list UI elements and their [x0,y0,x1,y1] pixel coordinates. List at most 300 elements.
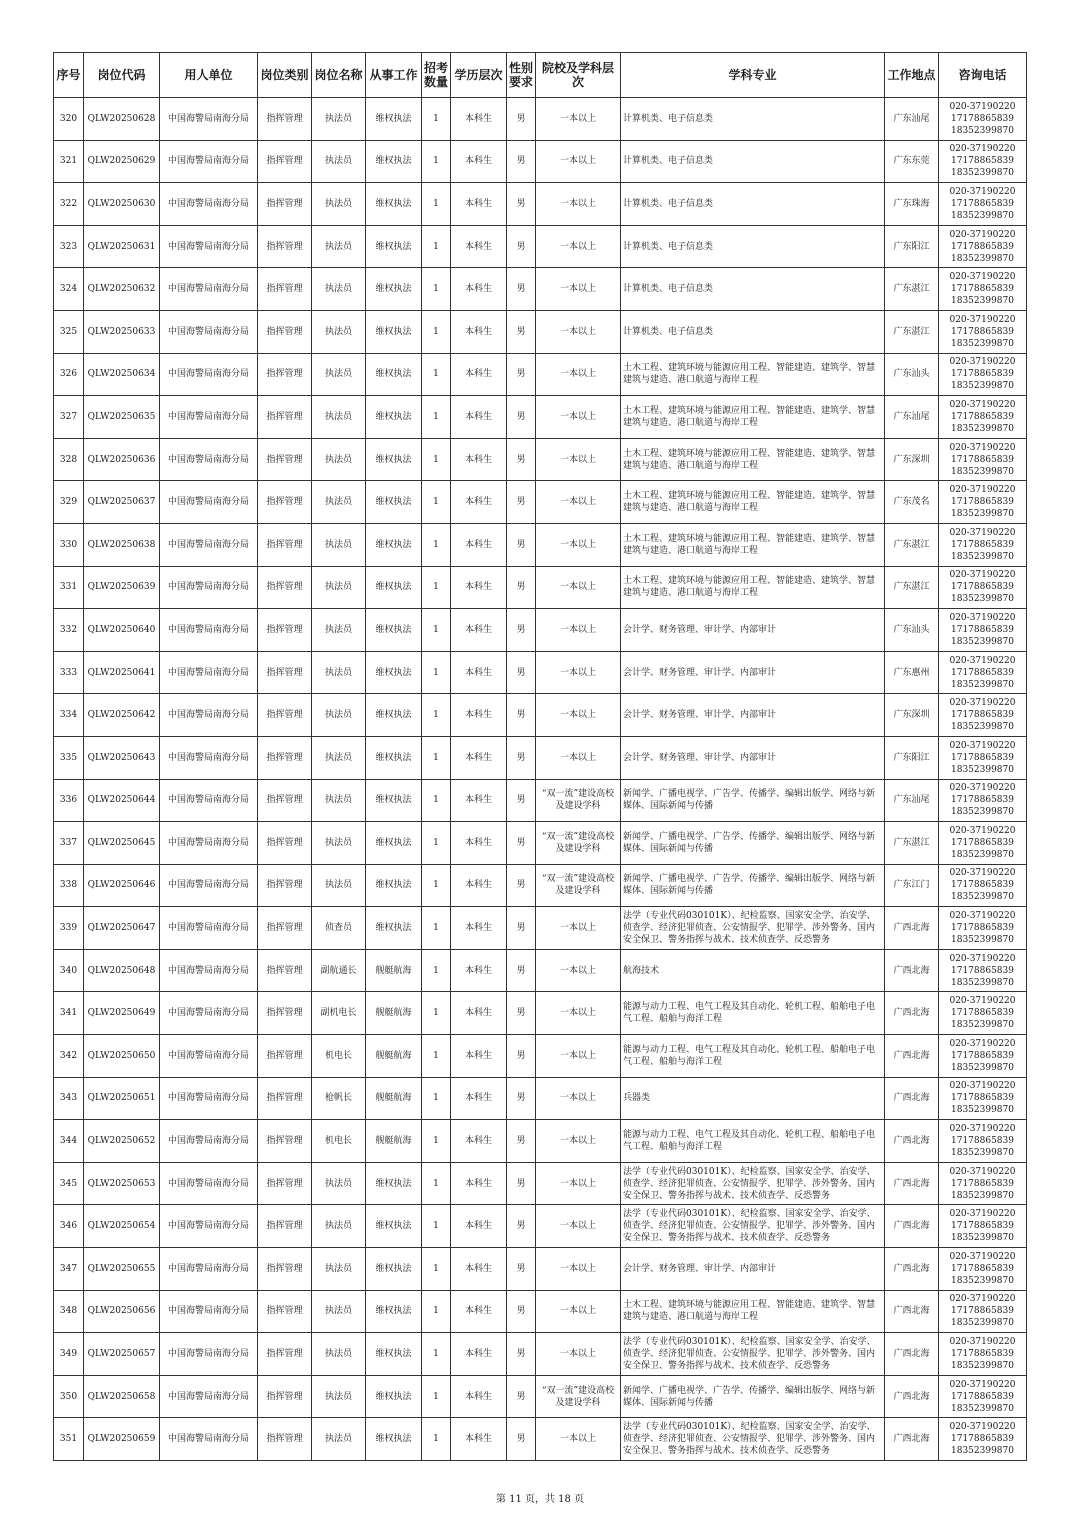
location-cell: 广西北海 [885,992,939,1035]
row-number-cell: 325 [54,310,84,353]
phone-number: 020-37190220 [949,698,1016,709]
location-cell: 广东茂名 [885,481,939,524]
education-cell: 本科生 [451,1418,507,1461]
phone-cell [939,694,1027,737]
phone-number: 18352399870 [951,1233,1014,1244]
major-cell: 会计学、财务管理、审计学、内部审计 [621,694,885,737]
table-row [54,992,1027,1035]
phone-cell [939,949,1027,992]
gender-cell: 男 [507,992,536,1035]
major-cell: 航海技术 [621,949,885,992]
quota-cell: 1 [422,268,451,311]
row-number-cell: 344 [54,1120,84,1163]
education-cell: 本科生 [451,864,507,907]
location-cell: 广东东莞 [885,140,939,183]
phone-cell [939,98,1027,141]
school-level-cell: 一本以上 [536,609,621,652]
post-title-cell: 执法员 [312,225,366,268]
major-cell: 会计学、财务管理、审计学、内部审计 [621,651,885,694]
row-number-cell: 323 [54,225,84,268]
phone-number: 17178865839 [951,411,1014,422]
table-row [54,183,1027,226]
location-cell: 广西北海 [885,1077,939,1120]
work-type-cell: 舰艇航海 [366,992,422,1035]
phone-number: 17178865839 [951,1221,1014,1232]
phone-number: 020-37190220 [949,783,1016,794]
table-row [54,1418,1027,1461]
row-number-cell: 322 [54,183,84,226]
post-code-cell: QLW20250637 [84,481,160,524]
post-code-cell: QLW20250639 [84,566,160,609]
work-type-cell: 维权执法 [366,907,422,950]
phone-cell [939,438,1027,481]
employer-cell: 中国海警局南海分局 [160,353,258,396]
phone-number: 17178865839 [951,539,1014,550]
gender-cell: 男 [507,566,536,609]
quota-cell: 1 [422,98,451,141]
post-title-cell: 执法员 [312,481,366,524]
post-category-cell: 指挥管理 [258,1205,312,1248]
school-level-cell: 一本以上 [536,566,621,609]
quota-cell: 1 [422,1333,451,1376]
quota-cell: 1 [422,1035,451,1078]
employer-cell: 中国海警局南海分局 [160,1120,258,1163]
phone-cell [939,1120,1027,1163]
table-row [54,1375,1027,1418]
phone-number: 18352399870 [951,338,1014,349]
header-cell: 用人单位 [160,53,258,98]
work-type-cell: 舰艇航海 [366,1077,422,1120]
table-row [54,1035,1027,1078]
quota-cell: 1 [422,1077,451,1120]
post-title-cell: 执法员 [312,1162,366,1205]
phone-number: 17178865839 [951,369,1014,380]
post-code-cell: QLW20250644 [84,779,160,822]
post-code-cell: QLW20250659 [84,1418,160,1461]
phone-number: 18352399870 [951,764,1014,775]
table-row [54,779,1027,822]
phone-number: 020-37190220 [949,570,1016,581]
table-row [54,140,1027,183]
work-type-cell: 维权执法 [366,1418,422,1461]
row-number-cell: 339 [54,907,84,950]
post-category-cell: 指挥管理 [258,694,312,737]
major-cell: 新闻学、广播电视学、广告学、传播学、编辑出版学、网络与新媒体、国际新闻与传播 [621,822,885,865]
phone-cell [939,396,1027,439]
gender-cell: 男 [507,1035,536,1078]
employer-cell: 中国海警局南海分局 [160,1077,258,1120]
phone-number: 18352399870 [951,1020,1014,1031]
row-number-cell: 335 [54,736,84,779]
phone-number: 020-37190220 [949,399,1016,410]
phone-number: 17178865839 [951,454,1014,465]
header-cell: 性别要求 [507,53,536,98]
post-code-cell: QLW20250628 [84,98,160,141]
school-level-cell: 一本以上 [536,353,621,396]
major-cell: 计算机类、电子信息类 [621,98,885,141]
post-category-cell: 指挥管理 [258,1162,312,1205]
employer-cell: 中国海警局南海分局 [160,907,258,950]
phone-number: 17178865839 [951,923,1014,934]
post-category-cell: 指挥管理 [258,1077,312,1120]
school-level-cell: “双一流”建设高校及建设学科 [536,822,621,865]
employer-cell: 中国海警局南海分局 [160,1290,258,1333]
education-cell: 本科生 [451,1290,507,1333]
phone-number: 17178865839 [951,795,1014,806]
quota-cell: 1 [422,779,451,822]
phone-number: 17178865839 [951,198,1014,209]
phone-number: 17178865839 [951,326,1014,337]
education-cell: 本科生 [451,1077,507,1120]
phone-number: 18352399870 [951,849,1014,860]
post-code-cell: QLW20250647 [84,907,160,950]
major-cell: 法学（专业代码030101K）、纪检监察、国家安全学、治安学、侦查学、经济犯罪侦查、公安情报学、犯罪学、涉外警务、国内安全保卫、警务指挥与战术、技术侦查学、反恐警务 [621,1162,885,1205]
table-row [54,481,1027,524]
education-cell: 本科生 [451,1035,507,1078]
employer-cell: 中国海警局南海分局 [160,1205,258,1248]
school-level-cell: 一本以上 [536,268,621,311]
phone-number: 18352399870 [951,935,1014,946]
phone-number: 18352399870 [951,807,1014,818]
phone-number: 020-37190220 [949,953,1016,964]
phone-cell [939,183,1027,226]
location-cell: 广东深圳 [885,438,939,481]
table-row [54,1290,1027,1333]
post-category-cell: 指挥管理 [258,992,312,1035]
phone-number: 18352399870 [951,1446,1014,1457]
school-level-cell: 一本以上 [536,523,621,566]
post-category-cell: 指挥管理 [258,396,312,439]
work-type-cell: 维权执法 [366,1290,422,1333]
major-cell: 计算机类、电子信息类 [621,225,885,268]
phone-number: 17178865839 [951,1008,1014,1019]
school-level-cell: 一本以上 [536,1162,621,1205]
phone-number: 18352399870 [951,1318,1014,1329]
gender-cell: 男 [507,438,536,481]
quota-cell: 1 [422,864,451,907]
row-number-cell: 327 [54,396,84,439]
phone-cell [939,481,1027,524]
post-category-cell: 指挥管理 [258,268,312,311]
row-number-cell: 330 [54,523,84,566]
work-type-cell: 维权执法 [366,864,422,907]
school-level-cell: 一本以上 [536,140,621,183]
quota-cell: 1 [422,736,451,779]
location-cell: 广东汕尾 [885,779,939,822]
major-cell: 计算机类、电子信息类 [621,140,885,183]
post-category-cell: 指挥管理 [258,566,312,609]
phone-number: 17178865839 [951,880,1014,891]
major-cell: 土木工程、建筑环境与能源应用工程、智能建造、建筑学、智慧建筑与建造、港口航道与海岸工程 [621,1290,885,1333]
post-category-cell: 指挥管理 [258,864,312,907]
employer-cell: 中国海警局南海分局 [160,396,258,439]
work-type-cell: 维权执法 [366,1375,422,1418]
phone-cell [939,907,1027,950]
post-code-cell: QLW20250640 [84,609,160,652]
phone-number: 020-37190220 [949,527,1016,538]
post-title-cell: 执法员 [312,140,366,183]
school-level-cell: 一本以上 [536,1120,621,1163]
row-number-cell: 324 [54,268,84,311]
phone-number: 18352399870 [951,1275,1014,1286]
phone-number: 17178865839 [951,1434,1014,1445]
table-row [54,98,1027,141]
school-level-cell: 一本以上 [536,1035,621,1078]
post-code-cell: QLW20250649 [84,992,160,1035]
gender-cell: 男 [507,396,536,439]
education-cell: 本科生 [451,822,507,865]
school-level-cell: 一本以上 [536,183,621,226]
phone-number: 020-37190220 [949,101,1016,112]
phone-number: 020-37190220 [949,996,1016,1007]
education-cell: 本科生 [451,140,507,183]
education-cell: 本科生 [451,310,507,353]
quota-cell: 1 [422,1162,451,1205]
major-cell: 计算机类、电子信息类 [621,268,885,311]
table-row [54,353,1027,396]
major-cell: 能源与动力工程、电气工程及其自动化、轮机工程、船舶电子电气工程、船舶与海洋工程 [621,1120,885,1163]
row-number-cell: 340 [54,949,84,992]
phone-number: 18352399870 [951,551,1014,562]
phone-number: 18352399870 [951,381,1014,392]
education-cell: 本科生 [451,1333,507,1376]
education-cell: 本科生 [451,396,507,439]
table-row [54,949,1027,992]
phone-number: 17178865839 [951,1263,1014,1274]
header-cell: 岗位代码 [84,53,160,98]
header-cell: 学科专业 [621,53,885,98]
phone-number: 020-37190220 [949,911,1016,922]
work-type-cell: 维权执法 [366,779,422,822]
phone-cell [939,1375,1027,1418]
work-type-cell: 维权执法 [366,140,422,183]
education-cell: 本科生 [451,225,507,268]
post-category-cell: 指挥管理 [258,1333,312,1376]
post-title-cell: 执法员 [312,694,366,737]
location-cell: 广东湛江 [885,310,939,353]
location-cell: 广东湛江 [885,822,939,865]
major-cell: 新闻学、广播电视学、广告学、传播学、编辑出版学、网络与新媒体、国际新闻与传播 [621,864,885,907]
row-number-cell: 348 [54,1290,84,1333]
post-category-cell: 指挥管理 [258,183,312,226]
phone-cell [939,736,1027,779]
phone-number: 17178865839 [951,752,1014,763]
school-level-cell: “双一流”建设高校及建设学科 [536,864,621,907]
row-number-cell: 346 [54,1205,84,1248]
employer-cell: 中国海警局南海分局 [160,1333,258,1376]
major-cell: 土木工程、建筑环境与能源应用工程、智能建造、建筑学、智慧建筑与建造、港口航道与海岸工程 [621,438,885,481]
post-title-cell: 执法员 [312,1248,366,1291]
employer-cell: 中国海警局南海分局 [160,736,258,779]
gender-cell: 男 [507,523,536,566]
phone-number: 17178865839 [951,1050,1014,1061]
table-row [54,1248,1027,1291]
major-cell: 新闻学、广播电视学、广告学、传播学、编辑出版学、网络与新媒体、国际新闻与传播 [621,1375,885,1418]
phone-number: 18352399870 [951,636,1014,647]
phone-number: 020-37190220 [949,612,1016,623]
table-row [54,907,1027,950]
school-level-cell: 一本以上 [536,736,621,779]
phone-number: 17178865839 [951,1349,1014,1360]
gender-cell: 男 [507,1120,536,1163]
phone-number: 17178865839 [951,582,1014,593]
employer-cell: 中国海警局南海分局 [160,438,258,481]
phone-number: 020-37190220 [949,1081,1016,1092]
major-cell: 土木工程、建筑环境与能源应用工程、智能建造、建筑学、智慧建筑与建造、港口航道与海岸工程 [621,481,885,524]
education-cell: 本科生 [451,694,507,737]
header-cell: 从事工作 [366,53,422,98]
gender-cell: 男 [507,651,536,694]
table-row [54,523,1027,566]
table-row [54,651,1027,694]
phone-number: 18352399870 [951,594,1014,605]
quota-cell: 1 [422,907,451,950]
gender-cell: 男 [507,1248,536,1291]
table-body [54,98,1027,1461]
row-number-cell: 343 [54,1077,84,1120]
phone-cell [939,1162,1027,1205]
post-code-cell: QLW20250641 [84,651,160,694]
post-title-cell: 枪帆长 [312,1077,366,1120]
quota-cell: 1 [422,225,451,268]
employer-cell: 中国海警局南海分局 [160,225,258,268]
location-cell: 广西北海 [885,1248,939,1291]
phone-number: 17178865839 [951,837,1014,848]
phone-number: 020-37190220 [949,186,1016,197]
education-cell: 本科生 [451,1248,507,1291]
phone-number: 020-37190220 [949,1251,1016,1262]
work-type-cell: 维权执法 [366,1333,422,1376]
post-category-cell: 指挥管理 [258,225,312,268]
education-cell: 本科生 [451,523,507,566]
location-cell: 广东汕头 [885,609,939,652]
work-type-cell: 维权执法 [366,1248,422,1291]
work-type-cell: 维权执法 [366,438,422,481]
table-row [54,864,1027,907]
quota-cell: 1 [422,694,451,737]
work-type-cell: 维权执法 [366,651,422,694]
post-category-cell: 指挥管理 [258,779,312,822]
post-category-cell: 指挥管理 [258,481,312,524]
major-cell: 会计学、财务管理、审计学、内部审计 [621,609,885,652]
employer-cell: 中国海警局南海分局 [160,523,258,566]
major-cell: 能源与动力工程、电气工程及其自动化、轮机工程、船舶电子电气工程、船舶与海洋工程 [621,1035,885,1078]
table-row [54,694,1027,737]
phone-number: 020-37190220 [949,1337,1016,1348]
quota-cell: 1 [422,1205,451,1248]
post-code-cell: QLW20250653 [84,1162,160,1205]
phone-cell [939,1290,1027,1333]
post-code-cell: QLW20250645 [84,822,160,865]
row-number-cell: 341 [54,992,84,1035]
school-level-cell: 一本以上 [536,694,621,737]
table-header-row [54,53,1027,98]
post-title-cell: 侦查员 [312,907,366,950]
major-cell: 土木工程、建筑环境与能源应用工程、智能建造、建筑学、智慧建筑与建造、港口航道与海岸工程 [621,353,885,396]
education-cell: 本科生 [451,1120,507,1163]
employer-cell: 中国海警局南海分局 [160,992,258,1035]
school-level-cell: 一本以上 [536,651,621,694]
row-number-cell: 329 [54,481,84,524]
post-code-cell: QLW20250630 [84,183,160,226]
education-cell: 本科生 [451,353,507,396]
row-number-cell: 345 [54,1162,84,1205]
work-type-cell: 舰艇航海 [366,1035,422,1078]
work-type-cell: 维权执法 [366,353,422,396]
post-title-cell: 执法员 [312,268,366,311]
post-category-cell: 指挥管理 [258,98,312,141]
major-cell: 法学（专业代码030101K）、纪检监察、国家安全学、治安学、侦查学、经济犯罪侦查、公安情报学、犯罪学、涉外警务、国内安全保卫、警务指挥与战术、技术侦查学、反恐警务 [621,1333,885,1376]
phone-number: 18352399870 [951,296,1014,307]
phone-cell [939,566,1027,609]
table-row [54,396,1027,439]
post-title-cell: 执法员 [312,353,366,396]
post-category-cell: 指挥管理 [258,651,312,694]
location-cell: 广东惠州 [885,651,939,694]
work-type-cell: 维权执法 [366,1162,422,1205]
header-cell: 院校及学科层次 [536,53,621,98]
school-level-cell: 一本以上 [536,1248,621,1291]
phone-number: 020-37190220 [949,1209,1016,1220]
work-type-cell: 维权执法 [366,310,422,353]
school-level-cell: 一本以上 [536,949,621,992]
post-title-cell: 执法员 [312,523,366,566]
gender-cell: 男 [507,1162,536,1205]
major-cell: 法学（专业代码030101K）、纪检监察、国家安全学、治安学、侦查学、经济犯罪侦查、公安情报学、犯罪学、涉外警务、国内安全保卫、警务指挥与战术、技术侦查学、反恐警务 [621,1418,885,1461]
work-type-cell: 维权执法 [366,736,422,779]
phone-number: 020-37190220 [949,1294,1016,1305]
phone-number: 020-37190220 [949,357,1016,368]
phone-number: 17178865839 [951,1093,1014,1104]
major-cell: 土木工程、建筑环境与能源应用工程、智能建造、建筑学、智慧建筑与建造、港口航道与海岸工程 [621,523,885,566]
phone-number: 17178865839 [951,497,1014,508]
work-type-cell: 维权执法 [366,609,422,652]
post-category-cell: 指挥管理 [258,949,312,992]
header-cell: 岗位类别 [258,53,312,98]
phone-number: 18352399870 [951,679,1014,690]
employer-cell: 中国海警局南海分局 [160,1375,258,1418]
post-code-cell: QLW20250651 [84,1077,160,1120]
table-row [54,268,1027,311]
quota-cell: 1 [422,481,451,524]
employer-cell: 中国海警局南海分局 [160,779,258,822]
post-title-cell: 执法员 [312,736,366,779]
table-row [54,822,1027,865]
post-category-cell: 指挥管理 [258,1035,312,1078]
education-cell: 本科生 [451,268,507,311]
phone-number: 18352399870 [951,1361,1014,1372]
gender-cell: 男 [507,140,536,183]
education-cell: 本科生 [451,1205,507,1248]
post-code-cell: QLW20250633 [84,310,160,353]
major-cell: 新闻学、广播电视学、广告学、传播学、编辑出版学、网络与新媒体、国际新闻与传播 [621,779,885,822]
employer-cell: 中国海警局南海分局 [160,949,258,992]
quota-cell: 1 [422,353,451,396]
post-code-cell: QLW20250658 [84,1375,160,1418]
header-cell: 岗位名称 [312,53,366,98]
location-cell: 广西北海 [885,907,939,950]
location-cell: 广西北海 [885,1375,939,1418]
employer-cell: 中国海警局南海分局 [160,864,258,907]
phone-number: 18352399870 [951,125,1014,136]
school-level-cell: 一本以上 [536,310,621,353]
work-type-cell: 维权执法 [366,481,422,524]
table-row [54,310,1027,353]
post-category-cell: 指挥管理 [258,438,312,481]
phone-number: 020-37190220 [949,1124,1016,1135]
education-cell: 本科生 [451,481,507,524]
work-type-cell: 维权执法 [366,822,422,865]
